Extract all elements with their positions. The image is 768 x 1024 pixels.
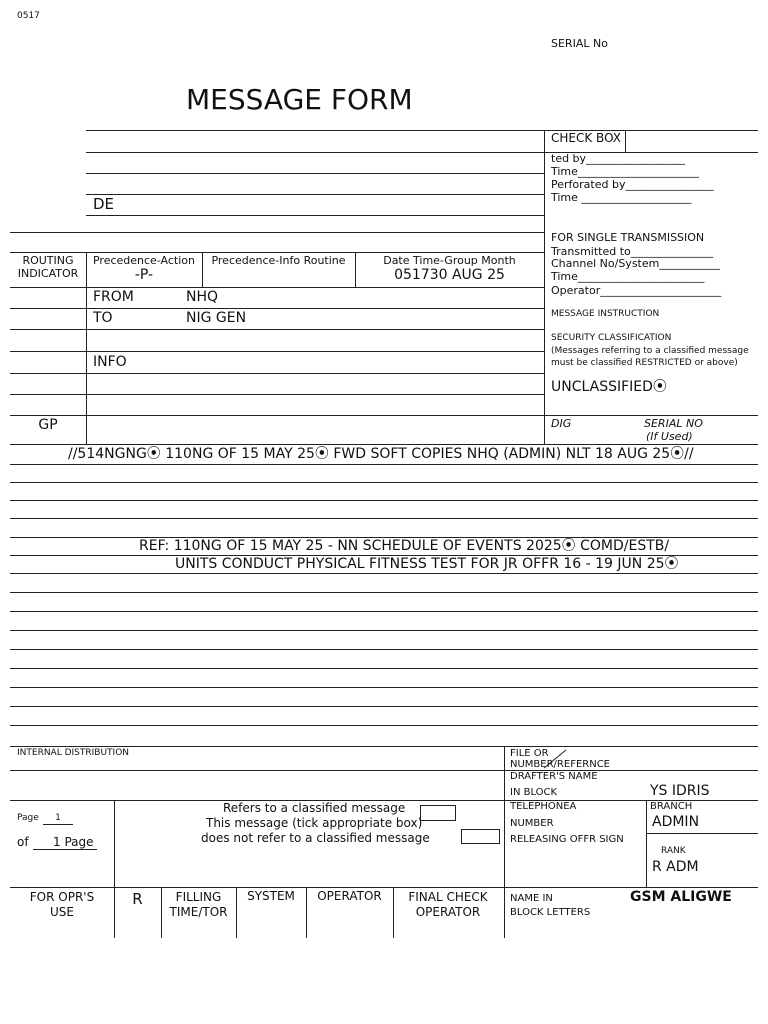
page-title: MESSAGE FORM [186, 83, 413, 116]
rule [10, 887, 758, 888]
rule [10, 611, 758, 612]
rule [86, 194, 544, 195]
from-label: FROM [93, 289, 134, 305]
doc-number: 0517 [17, 11, 40, 21]
rule [10, 668, 758, 669]
body-line-1: //514NGNG⦿ 110NG OF 15 MAY 25⦿ FWD SOFT COPIES NHQ (ADMIN) NLT 18 AUG 25⦿// [68, 446, 694, 462]
security-classification-label: SECURITY CLASSIFICATION [551, 333, 672, 343]
drafter-name-value: YS IDRIS [650, 783, 710, 799]
releasing-officer-label: RELEASING OFFR SIGN [510, 834, 624, 845]
rule [10, 351, 544, 352]
divider [544, 130, 545, 444]
rule [10, 394, 544, 395]
branch-value: ADMIN [652, 814, 700, 830]
divider [114, 800, 115, 938]
rule [10, 518, 758, 519]
telephone-label: TELEPHONEA [510, 801, 577, 812]
rule [10, 373, 544, 374]
gp-label: GP [38, 417, 58, 433]
rule [86, 173, 544, 174]
serial-no-label-italic: SERIAL NO [644, 417, 703, 430]
channel-field: Channel No/System___________ [551, 257, 720, 270]
rule [10, 308, 544, 309]
rule [10, 687, 758, 688]
name-value: GSM ALIGWE [630, 889, 732, 905]
message-instruction-label: MESSAGE INSTRUCTION [551, 309, 660, 319]
ted-by-field: ted by__________________ [551, 152, 686, 165]
number-label: NUMBER [510, 818, 554, 829]
rule [10, 649, 758, 650]
to-label: TO [93, 310, 113, 326]
filling-time-label: FILLING TIME/TOR [169, 890, 228, 919]
time-field: Time______________________ [551, 165, 699, 178]
security-note: (Messages referring to a classified message must be classified RESTRICTED or above) [551, 346, 749, 368]
classification-value: UNCLASSIFIED⦿ [551, 379, 667, 395]
system-label: SYSTEM [247, 889, 295, 903]
rule [86, 215, 544, 216]
rule [10, 746, 758, 747]
not-classified-checkbox[interactable] [461, 829, 500, 844]
serial-no-label: SERIAL No [551, 37, 608, 50]
dig-label: DIG [551, 417, 572, 430]
rule [10, 482, 758, 483]
divider [625, 130, 626, 152]
rule [10, 770, 758, 771]
time-field: Time ____________________ [551, 191, 692, 204]
divider [504, 746, 505, 938]
transmitted-to-field: Transmitted to_______________ [551, 245, 714, 258]
name-in-label: NAME IN [510, 893, 553, 904]
page-value: 1 [43, 814, 73, 825]
rule [10, 287, 544, 288]
drafters-name-label: DRAFTER'S NAME [510, 771, 598, 782]
routing-indicator-label: ROUTING INDICATOR [17, 254, 79, 280]
body-line-3: UNITS CONDUCT PHYSICAL FITNESS TEST FOR JR OFFR 16 - 19 JUN 25⦿ [175, 556, 679, 572]
from-value: NHQ [186, 289, 219, 305]
rule [10, 592, 758, 593]
to-value: NIG GEN [186, 310, 247, 326]
time-field: Time_______________________ [551, 270, 705, 283]
of-label: of [17, 835, 29, 849]
tick-instruction-text: This message (tick appropriate box) [206, 816, 423, 830]
precedence-info-label: Precedence-Info Routine [211, 254, 346, 267]
rule [10, 444, 758, 445]
precedence-action-value: -P- [134, 267, 154, 283]
precedence-action-label: Precedence-Action [92, 254, 196, 267]
block-letters-label: BLOCK LETTERS [510, 907, 591, 918]
rule [10, 500, 758, 501]
rule [10, 232, 544, 233]
for-oprs-use-label: FOR OPR'S USE [29, 890, 95, 919]
rank-value: R ADM [652, 859, 699, 875]
rank-label: RANK [661, 846, 686, 856]
rule [86, 130, 758, 131]
info-label: INFO [93, 354, 127, 370]
not-refer-classified-text: does not refer to a classified message [201, 831, 430, 845]
divider [393, 887, 394, 938]
dtg-value: 051730 AUG 25 [394, 267, 505, 283]
refers-classified-text: Refers to a classified message [223, 801, 406, 815]
page-label: Page [17, 813, 39, 823]
rule [646, 833, 758, 834]
single-transmission-label: FOR SINGLE TRANSMISSION [551, 231, 705, 244]
operator-field: Operator______________________ [551, 284, 722, 297]
rule [10, 252, 544, 253]
rule [10, 329, 544, 330]
body-line-2: REF: 110NG OF 15 MAY 25 - NN SCHEDULE OF EVENTS 2025⦿ COMD/ESTB/ [139, 538, 670, 554]
rule [10, 725, 758, 726]
final-check-operator-label: FINAL CHECK OPERATOR [408, 890, 488, 919]
perforated-by-field: Perforated by________________ [551, 178, 714, 191]
classified-checkbox[interactable] [420, 805, 456, 821]
rule [10, 630, 758, 631]
branch-label: BRANCH [650, 801, 693, 812]
rule [10, 706, 758, 707]
internal-distribution-label: INTERNAL DISTRIBUTION [17, 748, 130, 758]
file-or-label: FILE OR [510, 748, 549, 759]
in-block-label: IN BLOCK [510, 787, 558, 798]
r-label: R [132, 890, 143, 908]
rule [10, 464, 758, 465]
operator-label: OPERATOR [317, 889, 382, 903]
dtg-label: Date Time-Group Month [383, 254, 516, 267]
number-reference-label: NUMBER/REFERNCE [510, 759, 610, 770]
check-box-label: CHECK BOX [551, 131, 621, 145]
if-used-label: (If Used) [646, 430, 693, 443]
rule [10, 415, 758, 416]
of-value: 1 Page [33, 836, 97, 850]
rule [10, 573, 758, 574]
divider [646, 800, 647, 887]
de-label: DE [93, 195, 115, 213]
